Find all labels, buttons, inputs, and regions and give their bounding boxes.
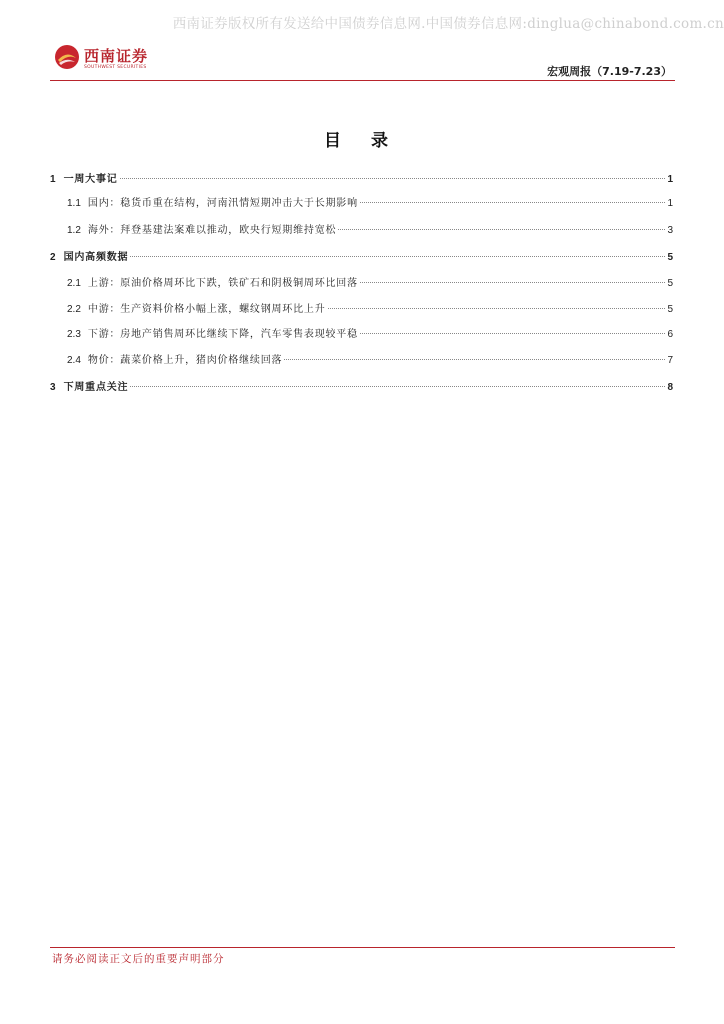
- toc-entry-number: 1.1: [67, 198, 81, 209]
- toc-entry-number: 2.4: [67, 355, 81, 366]
- toc-entry-2-4[interactable]: [50, 351, 673, 367]
- watermark-text: 西南证券版权所有发送给中国债券信息网.中国债券信息网:dinglua@chinabond.com.cn: [172, 16, 724, 32]
- toc-entry-1[interactable]: [50, 170, 673, 186]
- toc-entry-label: 下游：房地产销售周环比继续下降，汽车零售表现较平稳: [87, 329, 358, 340]
- toc-entry-page: 1: [667, 198, 673, 209]
- toc-entry-page: 5: [667, 252, 673, 263]
- toc-entry-label: 一周大事记: [63, 174, 118, 185]
- toc-entry-label: 下周重点关注: [63, 382, 129, 393]
- toc-entry-number: 2.2: [67, 304, 81, 315]
- toc-entry-label: 国内：稳货币重在结构，河南汛情短期冲击大于长期影响: [87, 198, 358, 209]
- toc-dot-leader: [130, 256, 665, 257]
- logo-subtext: SOUTHWEST SECURITIES: [84, 65, 147, 70]
- toc-entry-page: 3: [667, 225, 673, 236]
- toc-entry-page: 5: [667, 304, 673, 315]
- toc-entry-page: 8: [667, 382, 673, 393]
- toc-dot-leader: [130, 386, 665, 387]
- toc-entry-1-2[interactable]: [50, 221, 673, 237]
- toc-entry-page: 6: [667, 329, 673, 340]
- toc-dot-leader: [284, 359, 665, 360]
- toc-entry-label: 上游：原油价格周环比下跌，铁矿石和阴极铜周环比回落: [87, 278, 358, 289]
- toc-title: 目 录: [324, 131, 400, 151]
- header-divider: [50, 80, 675, 81]
- toc-entry-number: 3: [50, 382, 56, 393]
- toc-dot-leader: [360, 202, 666, 203]
- toc-entry-3[interactable]: [50, 378, 673, 394]
- toc-entry-page: 5: [667, 278, 673, 289]
- toc-entry-label: 国内高频数据: [63, 252, 129, 263]
- footer-disclaimer: 请务必阅读正文后的重要声明部分: [52, 953, 225, 965]
- toc-dot-leader: [338, 229, 665, 230]
- toc-entry-number: 2.3: [67, 329, 81, 340]
- toc-entry-2-1[interactable]: [50, 274, 673, 290]
- toc-dot-leader: [360, 333, 666, 334]
- toc-entry-2-2[interactable]: [50, 300, 673, 316]
- company-logo: [54, 44, 164, 74]
- report-type-label: 宏观周报（7.19-7.23）: [547, 65, 672, 78]
- toc-entry-number: 2: [50, 252, 56, 263]
- toc-dot-leader: [360, 282, 666, 283]
- toc-entry-number: 1: [50, 174, 56, 185]
- logo-text: 西南证券: [84, 47, 149, 65]
- toc-entry-label: 中游：生产资料价格小幅上涨，螺纹钢周环比上升: [87, 304, 326, 315]
- toc-dot-leader: [328, 308, 666, 309]
- toc-entry-number: 2.1: [67, 278, 81, 289]
- toc-entry-2-3[interactable]: [50, 325, 673, 341]
- footer-divider: [50, 947, 675, 948]
- toc-entry-page: 7: [667, 355, 673, 366]
- toc-entry-1-1[interactable]: [50, 194, 673, 210]
- toc-entry-number: 1.2: [67, 225, 81, 236]
- toc-entry-label: 海外：拜登基建法案难以推动，欧央行短期维持宽松: [87, 225, 337, 236]
- logo-emblem-icon: [54, 44, 80, 70]
- toc-entry-label: 物价：蔬菜价格上升，猪肉价格继续回落: [87, 355, 283, 366]
- toc-entry-page: 1: [667, 174, 673, 185]
- toc-entry-2[interactable]: [50, 248, 673, 264]
- toc-dot-leader: [120, 178, 666, 179]
